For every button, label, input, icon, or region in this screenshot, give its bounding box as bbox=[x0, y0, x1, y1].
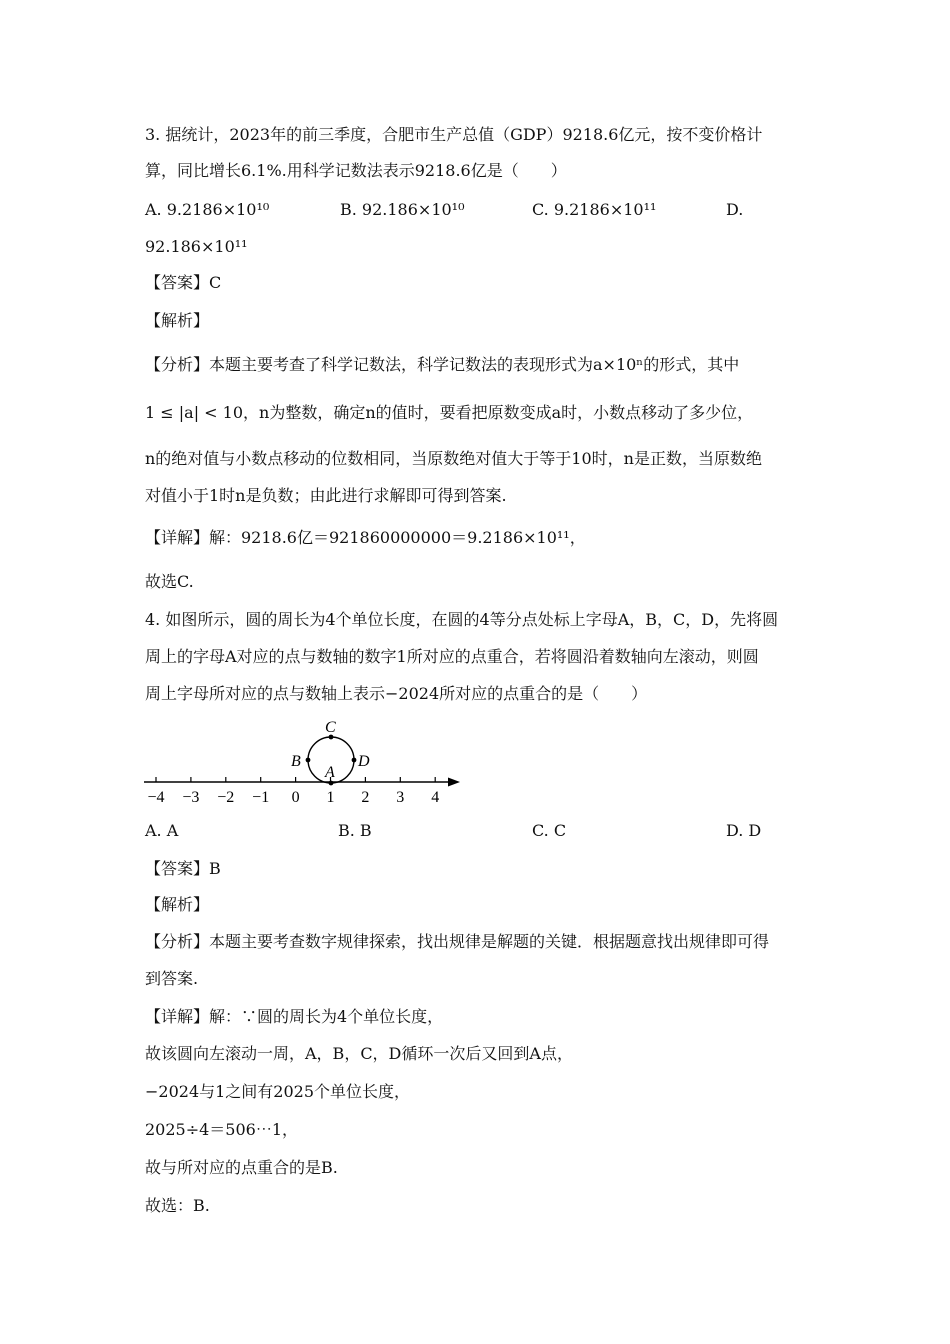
q4-detail-line-4: 2025÷4＝506⋯1， bbox=[145, 1120, 299, 1139]
q3-analysis-title: 【解析】 bbox=[145, 311, 210, 330]
q4-detail-line-2: 故该圆向左滚动一周，A，B，C，D循环一次后又回到A点， bbox=[145, 1044, 573, 1063]
tick-label: −3 bbox=[182, 789, 200, 806]
q4-option-a: A. A bbox=[145, 821, 179, 840]
q3-option-c: C. 9.2186×10¹¹ bbox=[532, 200, 657, 219]
q4-stem-line-2: 周上的字母A对应的点与数轴的数字1所对应的点重合，若将圆沿着数轴向左滚动，则圆 bbox=[145, 647, 759, 666]
q3-option-d: D. bbox=[726, 200, 744, 219]
q3-analysis-line-4: 对值小于1时n是负数；由此进行求解即可得到答案. bbox=[145, 486, 507, 505]
point-a-dot bbox=[329, 781, 334, 786]
point-b-dot bbox=[306, 758, 311, 763]
q3-option-d-value: 92.186×10¹¹ bbox=[145, 237, 248, 256]
tick-label: 4 bbox=[431, 789, 440, 806]
tick-label: 0 bbox=[291, 789, 300, 806]
q3-analysis-line-1: 【分析】本题主要考查了科学记数法，科学记数法的表现形式为a×10ⁿ的形式，其中 bbox=[145, 355, 740, 374]
axis-arrow bbox=[448, 778, 460, 787]
q4-detail-line-1: 【详解】解：∵圆的周长为4个单位长度， bbox=[145, 1007, 444, 1026]
q4-stem-line-1: 4. 如图所示，圆的周长为4个单位长度，在圆的4等分点处标上字母A，B，C，D，先将圆 bbox=[145, 610, 779, 629]
q3-detail: 【详解】解：9218.6亿＝921860000000＝9.2186×10¹¹， bbox=[145, 528, 586, 547]
point-a-label: A bbox=[325, 764, 335, 781]
q3-stem-line-2: 算，同比增长6.1%.用科学记数法表示9218.6亿是（ ） bbox=[145, 161, 567, 180]
point-d-label: D bbox=[358, 753, 370, 770]
tick-label: 3 bbox=[396, 789, 405, 806]
q3-option-b: B. 92.186×10¹⁰ bbox=[340, 200, 465, 219]
tick-label: −2 bbox=[217, 789, 235, 806]
q3-stem-line-1: 3. 据统计，2023年的前三季度，合肥市生产总值（GDP）9218.6亿元，按不变价格计 bbox=[145, 125, 763, 144]
point-d-dot bbox=[352, 758, 357, 763]
q4-analysis-title: 【解析】 bbox=[145, 895, 210, 914]
q4-analysis-line-2: 到答案. bbox=[145, 969, 199, 988]
q3-analysis-line-2: 1 ≤ |a| < 10，n为整数，确定n的值时，要看把原数变成a时，小数点移动了多少位， bbox=[145, 403, 754, 422]
tick-label: −4 bbox=[147, 789, 165, 806]
q3-conclusion: 故选C. bbox=[145, 572, 194, 591]
number-line-figure bbox=[140, 715, 470, 810]
point-c-label: C bbox=[325, 719, 336, 736]
q4-option-d: D. D bbox=[726, 821, 762, 840]
q3-analysis-line-3: n的绝对值与小数点移动的位数相同，当原数绝对值大于等于10时，n是正数，当原数绝 bbox=[145, 449, 762, 468]
q4-stem-line-3: 周上字母所对应的点与数轴上表示−2024所对应的点重合的是（ ） bbox=[145, 684, 648, 703]
q4-analysis-line-1: 【分析】本题主要考查数字规律探索，找出规律是解题的关键．根据题意找出规律即可得 bbox=[145, 932, 770, 951]
q4-detail-line-5: 故与所对应的点重合的是B. bbox=[145, 1158, 338, 1177]
q4-answer: 【答案】B bbox=[145, 859, 221, 878]
q4-option-c: C. C bbox=[532, 821, 567, 840]
q3-option-a: A. 9.2186×10¹⁰ bbox=[145, 200, 270, 219]
q3-answer: 【答案】C bbox=[145, 273, 222, 292]
tick-label: 1 bbox=[326, 789, 335, 806]
q4-option-b: B. B bbox=[338, 821, 372, 840]
q4-detail-line-6: 故选：B. bbox=[145, 1196, 210, 1215]
tick-label: 2 bbox=[361, 789, 370, 806]
q4-detail-line-3: −2024与1之间有2025个单位长度， bbox=[145, 1082, 411, 1101]
tick-label: −1 bbox=[252, 789, 270, 806]
point-b-label: B bbox=[291, 753, 301, 770]
